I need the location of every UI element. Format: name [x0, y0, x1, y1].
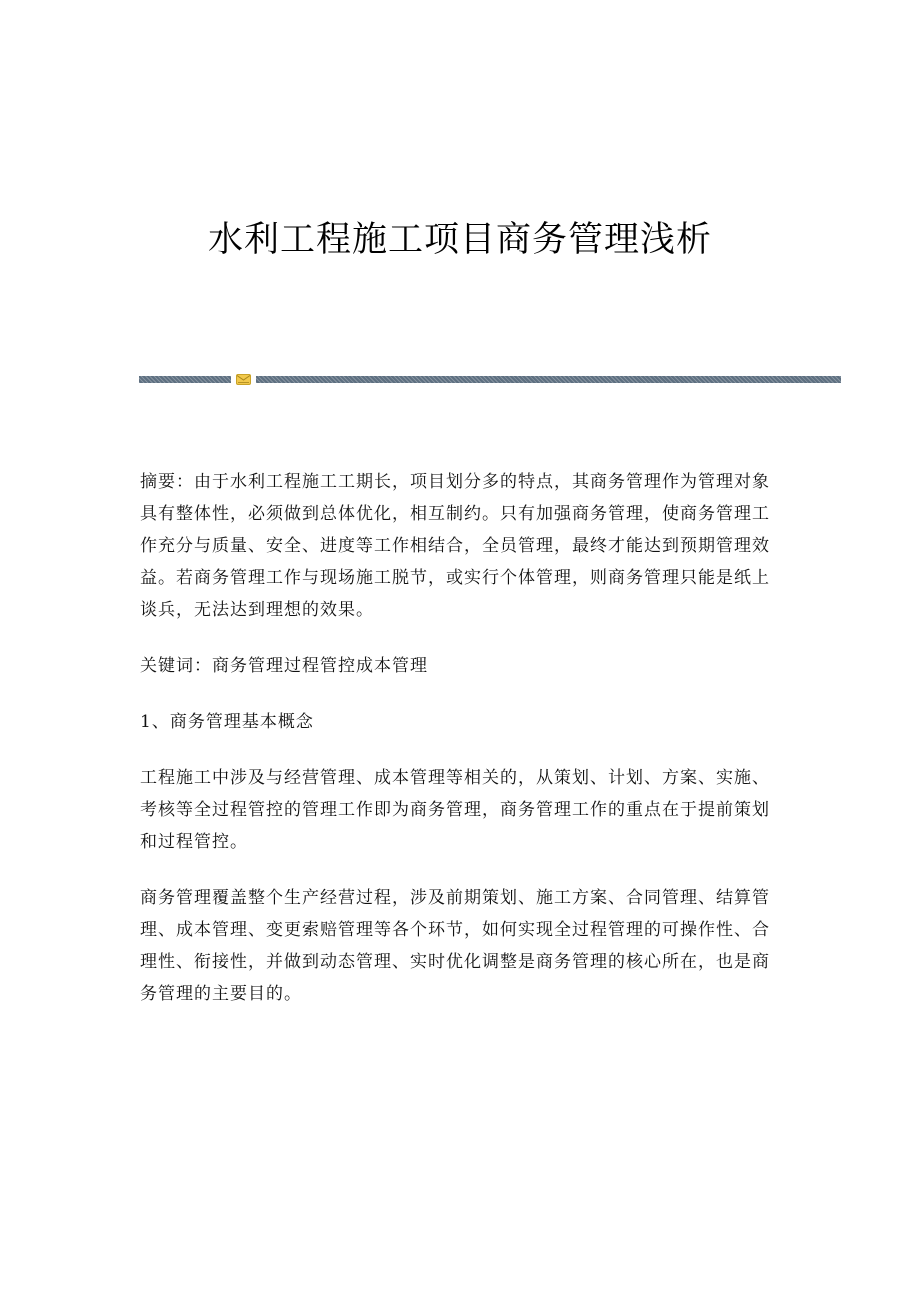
keywords-line: 关键词：商务管理过程管控成本管理: [140, 656, 428, 676]
abstract-paragraph: 摘要：由于水利工程施工工期长，项目划分多的特点，其商务管理作为管理对象具有整体性，必须做到总体优化，相互制约。只有加强商务管理，使商务管理工作充分与质量、安全、进度等工作相结合，全员管理，最终才能达到预期管理效益。若商务管理工作与现场施工脱节，或实行个体管理，则商务管理只能是纸上谈兵，无法达到理想的效果。: [140, 472, 770, 620]
section-heading: 1、商务管理基本概念: [140, 712, 314, 732]
divider-bar-left: [139, 376, 231, 383]
document-title: 水利工程施工项目商务管理浅析: [207, 220, 712, 260]
title-divider: [139, 373, 841, 387]
divider-bar-right: [256, 376, 841, 383]
envelope-icon: [236, 373, 251, 386]
body-paragraph: 商务管理覆盖整个生产经营过程，涉及前期策划、施工方案、合同管理、结算管理、成本管理、变更索赔管理等各个环节，如何实现全过程管理的可操作性、合理性、衔接性，并做到动态管理、实时优化调整是商务管理的核心所在，也是商务管理的主要目的。: [140, 888, 770, 1004]
body-paragraph: 工程施工中涉及与经营管理、成本管理等相关的，从策划、计划、方案、实施、考核等全过程管控的管理工作即为商务管理，商务管理工作的重点在于提前策划和过程管控。: [140, 768, 770, 852]
document-body: [140, 466, 772, 1034]
